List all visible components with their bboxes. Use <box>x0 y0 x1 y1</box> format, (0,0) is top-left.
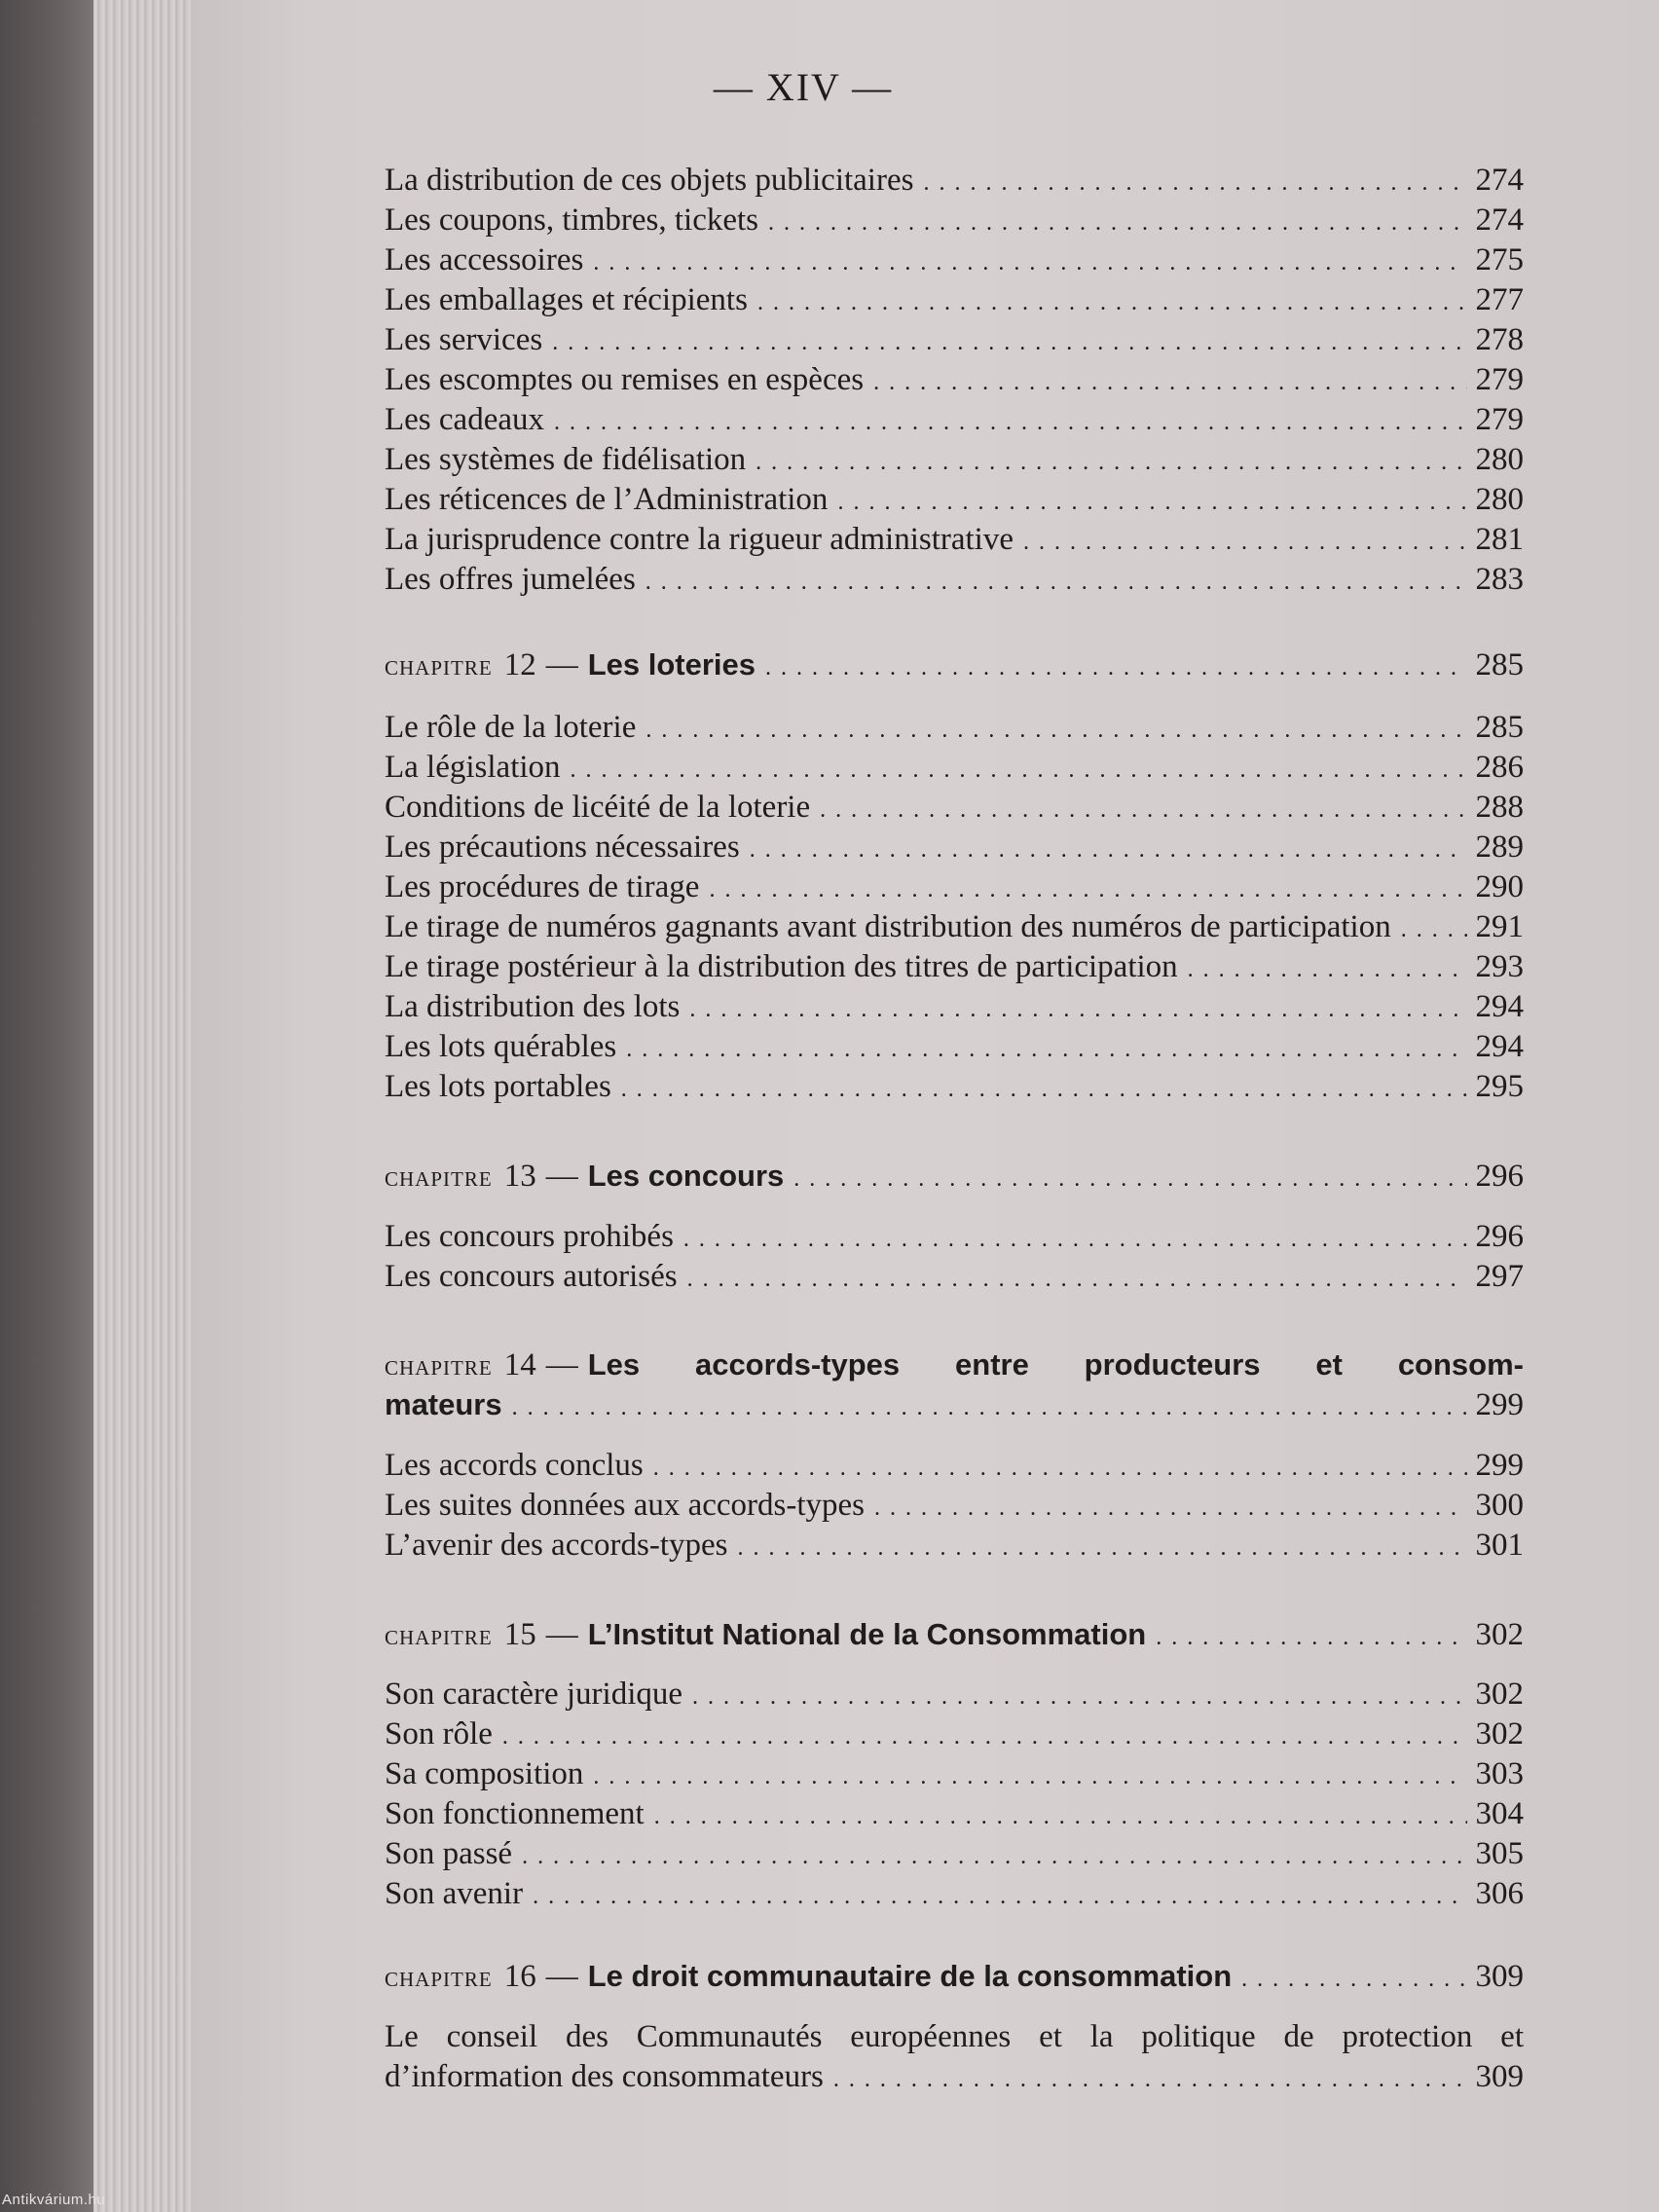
toc-entry <box>385 280 1524 323</box>
chapter-number: 12 <box>503 647 536 682</box>
toc-entry-title: Sa composition <box>385 1756 584 1791</box>
chapter-title: Les loteries <box>587 647 756 682</box>
toc-entry-title: Les services <box>385 322 543 357</box>
toc-entry-page: 283 <box>1475 562 1524 597</box>
watermark: Antikvárium.hu <box>2 2192 106 2208</box>
toc-entry-title: Les procédures de tirage <box>385 869 700 904</box>
toc-entry-page: 294 <box>1475 1029 1524 1064</box>
toc-entry <box>385 1486 1524 1529</box>
chapter-heading-text <box>385 1956 1232 1997</box>
toc-entry <box>385 360 1524 403</box>
dot-leader <box>653 1449 1467 1489</box>
toc-entry <box>385 1526 1524 1568</box>
toc-entry-page: 288 <box>1475 790 1524 825</box>
toc-entry-title: Les précautions nécessaires <box>385 830 740 865</box>
chapter-label: chapitre <box>385 1619 493 1651</box>
toc-entry <box>385 1874 1524 1917</box>
toc-entry-page: 289 <box>1475 830 1524 865</box>
dot-leader <box>645 563 1467 603</box>
toc-entry-page: 299 <box>1475 1448 1524 1483</box>
chapter-heading <box>385 1956 1524 2000</box>
dot-leader <box>750 830 1467 870</box>
toc-entry-page: 274 <box>1475 203 1524 238</box>
toc-entry <box>385 520 1524 563</box>
toc-entry-title: Les accords conclus <box>385 1448 644 1483</box>
chapter-label: chapitre <box>385 1161 493 1193</box>
dot-leader <box>1401 910 1467 950</box>
toc-entry-page: 277 <box>1475 282 1524 317</box>
toc-entry-page: 281 <box>1475 522 1524 557</box>
chapter-dash: — <box>545 647 578 682</box>
toc-entry-title: Son avenir <box>385 1876 524 1911</box>
toc-entry-page: 309 <box>1475 2059 1524 2094</box>
toc-entry-title: Le tirage de numéros gagnants avant distribution des numéros de participation <box>385 909 1391 944</box>
toc-entry-page: 295 <box>1475 1069 1524 1104</box>
dot-leader <box>512 1388 1467 1428</box>
dot-leader <box>593 243 1467 283</box>
toc-entry-title: Les escomptes ou remises en espèces <box>385 362 865 397</box>
dot-leader <box>873 363 1467 403</box>
toc-entry <box>385 440 1524 483</box>
toc-entry-title: Les accessoires <box>385 242 584 277</box>
chapter-title-continued: mateurs <box>385 1387 502 1421</box>
toc-entry-page: 274 <box>1475 163 1524 198</box>
chapter-title: L’Institut National de la Consommation <box>587 1617 1147 1651</box>
dot-leader <box>874 1489 1467 1529</box>
toc-entry <box>385 748 1524 791</box>
toc-entry-title: Son passé <box>385 1836 513 1871</box>
book-spine-shadow <box>0 0 93 2212</box>
toc-entry-page: 306 <box>1475 1876 1524 1911</box>
dot-leader <box>1023 523 1467 563</box>
chapter-label: chapitre <box>385 1349 493 1382</box>
chapter-label: chapitre <box>385 1961 493 1993</box>
toc-entry-title: Conditions de licéité de la loterie <box>385 790 811 825</box>
toc-entry-page: 302 <box>1475 1677 1524 1712</box>
toc-entry <box>385 1217 1524 1260</box>
chapter-heading-text <box>385 1346 588 1385</box>
dot-leader <box>533 1877 1467 1917</box>
dot-leader <box>768 203 1467 243</box>
toc-entry <box>385 1027 1524 1070</box>
dot-leader <box>552 323 1467 363</box>
page-stack-edges <box>93 0 201 2212</box>
toc-entry-page: 280 <box>1475 442 1524 477</box>
toc-entry <box>385 1257 1524 1300</box>
dot-leader <box>765 648 1467 688</box>
toc-entry <box>385 867 1524 910</box>
toc-entry-page: 304 <box>1475 1796 1524 1831</box>
dot-leader <box>837 483 1467 523</box>
toc-entry-title: La jurisprudence contre la rigueur administrative <box>385 522 1014 557</box>
dot-leader <box>593 1757 1467 1797</box>
toc-entry-title: Les suites données aux accords-types <box>385 1488 866 1523</box>
dot-leader <box>833 2060 1467 2100</box>
chapter-heading <box>385 645 1524 688</box>
dot-leader <box>626 1030 1467 1070</box>
toc-entry-title: Le conseil des Communautés européennes et la politique de protection et <box>385 2019 1524 2054</box>
dot-leader <box>502 1717 1467 1757</box>
dot-leader <box>571 751 1467 791</box>
toc-entry <box>385 2017 1524 2056</box>
chapter-page: 309 <box>1475 1959 1524 1994</box>
toc-entry <box>385 1067 1524 1110</box>
toc-entry-title: Son rôle <box>385 1716 493 1751</box>
chapter-dash: — <box>545 1347 578 1382</box>
toc-entry-title: Les concours autorisés <box>385 1259 678 1294</box>
chapter-dash: — <box>545 1617 578 1652</box>
dot-leader <box>1188 950 1467 990</box>
dot-leader <box>1241 1960 1467 2000</box>
chapter-number: 15 <box>503 1617 536 1652</box>
toc-entry-page: 275 <box>1475 242 1524 277</box>
chapter-number: 16 <box>503 1959 536 1994</box>
toc-entry-page: 305 <box>1475 1836 1524 1871</box>
toc-entry <box>385 560 1524 603</box>
toc-entry-title: Les emballages et récipients <box>385 282 748 317</box>
page-number: — XIV — <box>713 65 894 109</box>
toc-entry-title: Les lots quérables <box>385 1029 617 1064</box>
dot-leader <box>793 1160 1467 1199</box>
toc-entry-title: Les coupons, timbres, tickets <box>385 203 759 238</box>
toc-entry-page: 279 <box>1475 402 1524 437</box>
toc-entry-title: Son fonctionnement <box>385 1796 645 1831</box>
toc-entry-title: L’avenir des accords-types <box>385 1528 728 1563</box>
chapter-dash: — <box>545 1959 578 1994</box>
toc-entry-page: 293 <box>1475 949 1524 984</box>
dot-leader <box>756 443 1467 483</box>
chapter-heading-text <box>385 1156 784 1197</box>
dot-leader <box>692 1677 1467 1717</box>
chapter-page: 302 <box>1475 1617 1524 1652</box>
chapter-title: Les concours <box>587 1159 785 1193</box>
chapter-page: 299 <box>1475 1387 1524 1422</box>
toc-entry-page: 297 <box>1475 1259 1524 1294</box>
chapter-heading <box>385 1346 1524 1385</box>
toc-entry-page: 280 <box>1475 482 1524 517</box>
chapter-heading-text <box>385 1614 1146 1655</box>
toc-entry <box>385 1834 1524 1877</box>
chapter-heading <box>385 1614 1524 1658</box>
toc-entry-page: 285 <box>1475 710 1524 745</box>
chapter-heading-line-1 <box>385 1346 1524 1385</box>
toc-entry <box>385 987 1524 1030</box>
toc-entry-title: La législation <box>385 750 561 785</box>
toc-entry-page: 294 <box>1475 989 1524 1024</box>
toc-entry-page: 291 <box>1475 909 1524 944</box>
toc-entry <box>385 1446 1524 1489</box>
toc-entry <box>385 907 1524 950</box>
toc-entry <box>385 161 1524 203</box>
toc-entry-title: Les réticences de l’Administration <box>385 482 829 517</box>
dot-leader <box>621 1070 1467 1110</box>
dot-leader <box>1156 1618 1467 1658</box>
dot-leader <box>683 1220 1467 1260</box>
dot-leader <box>522 1837 1467 1877</box>
dot-leader <box>687 1260 1467 1300</box>
toc-entry <box>385 400 1524 443</box>
toc-entry <box>385 828 1524 870</box>
chapter-number: 14 <box>503 1347 536 1382</box>
chapter-page: 296 <box>1475 1159 1524 1194</box>
toc-entry-page: 300 <box>1475 1488 1524 1523</box>
toc-entry <box>385 1754 1524 1797</box>
toc-entry <box>385 240 1524 283</box>
toc-entry-page: 303 <box>1475 1756 1524 1791</box>
chapter-title: Le droit communautaire de la consommation <box>587 1959 1233 1993</box>
chapter-heading <box>385 1156 1524 1199</box>
toc-entry-page: 290 <box>1475 869 1524 904</box>
toc-entry <box>385 1675 1524 1717</box>
toc-entry-page: 302 <box>1475 1716 1524 1751</box>
toc-entry-continued <box>385 2057 1524 2100</box>
toc-entry <box>385 480 1524 523</box>
dot-leader <box>654 1797 1467 1837</box>
toc-entry <box>385 788 1524 830</box>
dot-leader <box>757 283 1467 323</box>
chapter-dash: — <box>545 1159 578 1194</box>
toc-entry <box>385 708 1524 751</box>
toc-entry-title: Le rôle de la loterie <box>385 710 637 745</box>
chapter-label: chapitre <box>385 649 493 682</box>
toc-entry-title: La distribution des lots <box>385 989 681 1024</box>
dot-leader <box>923 164 1467 203</box>
toc-entry <box>385 320 1524 363</box>
dot-leader <box>554 403 1467 443</box>
toc-entry-page: 296 <box>1475 1219 1524 1254</box>
dot-leader <box>645 711 1467 751</box>
chapter-title: Les accords-types entre producteurs et consom- <box>587 1347 1524 1382</box>
toc-entry-title-continued: d’information des consommateurs <box>385 2059 824 2094</box>
toc-entry-page: 286 <box>1475 750 1524 785</box>
toc-entry-title: Les concours prohibés <box>385 1219 674 1254</box>
chapter-number: 13 <box>503 1159 536 1194</box>
dot-leader <box>709 870 1467 910</box>
toc-entry-page: 301 <box>1475 1528 1524 1563</box>
toc-entry-title: La distribution de ces objets publicitaires <box>385 163 914 198</box>
toc-entry <box>385 1714 1524 1757</box>
toc-entry <box>385 201 1524 243</box>
toc-entry <box>385 947 1524 990</box>
toc-entry-title: Son caractère juridique <box>385 1677 683 1712</box>
chapter-heading-text <box>385 645 756 685</box>
toc-entry-title: Les systèmes de fidélisation <box>385 442 747 477</box>
chapter-heading-line-2 <box>385 1384 1524 1428</box>
toc-entry-page: 279 <box>1475 362 1524 397</box>
toc-entry-title: Les offres jumelées <box>385 562 636 597</box>
dot-leader <box>737 1529 1467 1568</box>
toc-entry-title: Les cadeaux <box>385 402 544 437</box>
toc-entry-page: 278 <box>1475 322 1524 357</box>
toc-entry-title: Les lots portables <box>385 1069 611 1104</box>
toc-entry-title: Le tirage postérieur à la distribution des titres de participation <box>385 949 1178 984</box>
chapter-page: 285 <box>1475 647 1524 682</box>
dot-leader <box>689 990 1467 1030</box>
toc-entry <box>385 1794 1524 1837</box>
dot-leader <box>820 791 1467 830</box>
